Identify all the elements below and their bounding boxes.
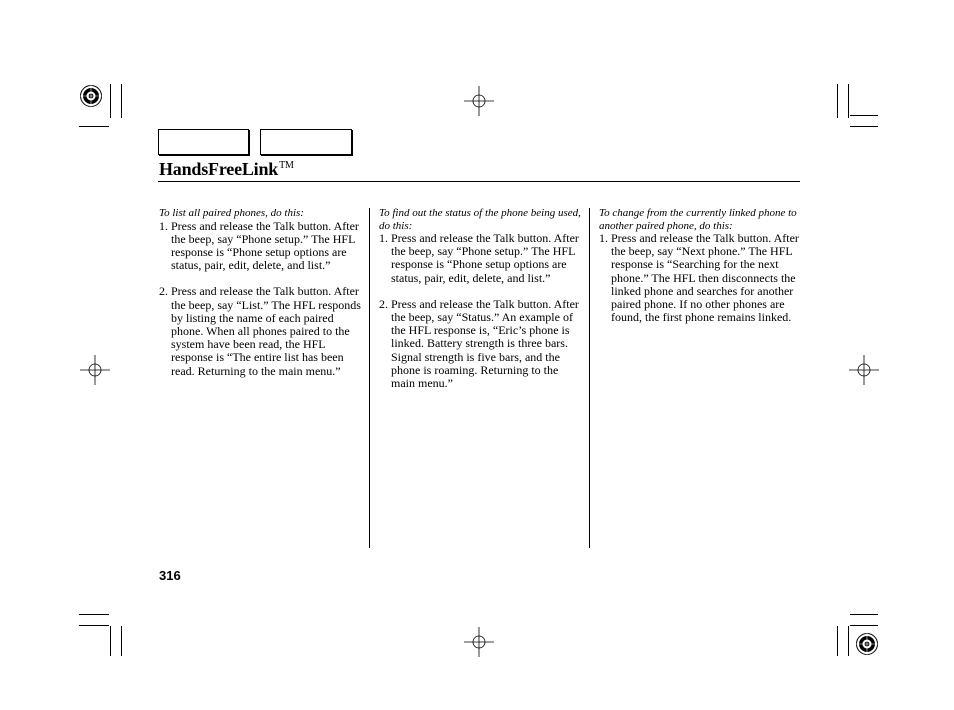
instruction-step [159, 220, 364, 273]
registration-cross-icon [80, 355, 110, 385]
page-title [159, 155, 294, 180]
crop-mark [79, 126, 109, 127]
column-divider [589, 208, 590, 548]
crop-mark [848, 84, 849, 118]
crop-mark [850, 625, 878, 626]
column-intro: To list all paired phones, do this: [159, 207, 304, 219]
crop-mark [79, 625, 109, 626]
registration-target-icon [79, 84, 103, 108]
registration-cross-icon [464, 86, 494, 116]
crop-mark [850, 614, 878, 615]
step-text: Press and release the Talk button. After the beep, say “Status.” An example of the HFL response is, “Eric’s phone is linked. Battery strength is three bars. Signal strength is five bars, and the phone is roaming. Returning to the main menu.” [391, 296, 579, 391]
section-tab-box [260, 129, 352, 155]
instruction-step [159, 285, 364, 377]
step-number: 2. [159, 284, 168, 299]
step-text: Press and release the Talk button. After the beep, say “List.” The HFL responds by listing the name of each paired phone. When all phones paired to the system have been read, the HFL response is “The entire list has been read. Returning to the main menu.” [171, 284, 361, 378]
content-column-2 [379, 207, 584, 390]
step-number: 1. [159, 218, 168, 233]
instruction-step [379, 232, 584, 285]
step-number: 1. [599, 231, 608, 245]
crop-mark [110, 626, 111, 656]
crop-mark [121, 626, 122, 656]
crop-mark [79, 614, 109, 615]
column-intro: To change from the currently linked phone to another paired phone, do this: [599, 207, 797, 232]
crop-mark [848, 626, 849, 656]
trademark-mark: TM [279, 160, 294, 171]
column-divider [369, 208, 370, 548]
instruction-step [379, 298, 584, 390]
step-number: 2. [379, 296, 388, 311]
step-text: Press and release the Talk button. After the beep, say “Phone setup.” The HFL response is “Phone setup options are status, pair, edit, delete, and list.” [171, 218, 359, 273]
content-column-1 [159, 207, 364, 378]
content-column-3 [599, 207, 804, 324]
crop-mark [850, 126, 878, 127]
step-number: 1. [379, 231, 388, 245]
crop-mark [110, 84, 111, 118]
step-text: Press and release the Talk button. After the beep, say “Next phone.” The HFL response is “Searching for the next phone.” The HFL then disconnects the linked phone and searches for another paired phone. If no other phones are found, the first phone remains linked. [611, 231, 799, 325]
crop-mark [850, 115, 878, 116]
step-text: Press and release the Talk button. After the beep, say “Phone setup.” The HFL response is “Phone setup options are status, pair, edit, delete, and list.” [391, 231, 579, 285]
crop-mark [121, 84, 122, 118]
crop-mark [837, 626, 838, 656]
column-intro: To find out the status of the phone being used, do this: [379, 207, 581, 232]
page-title-text: HandsFreeLink [159, 159, 279, 179]
registration-cross-icon [849, 355, 879, 385]
registration-cross-icon [464, 627, 494, 657]
header-rule [158, 181, 800, 182]
registration-target-icon [855, 632, 879, 656]
page-number: 316 [159, 568, 181, 583]
crop-mark [837, 84, 838, 118]
instruction-step [599, 232, 804, 324]
section-tab-box [158, 129, 249, 155]
